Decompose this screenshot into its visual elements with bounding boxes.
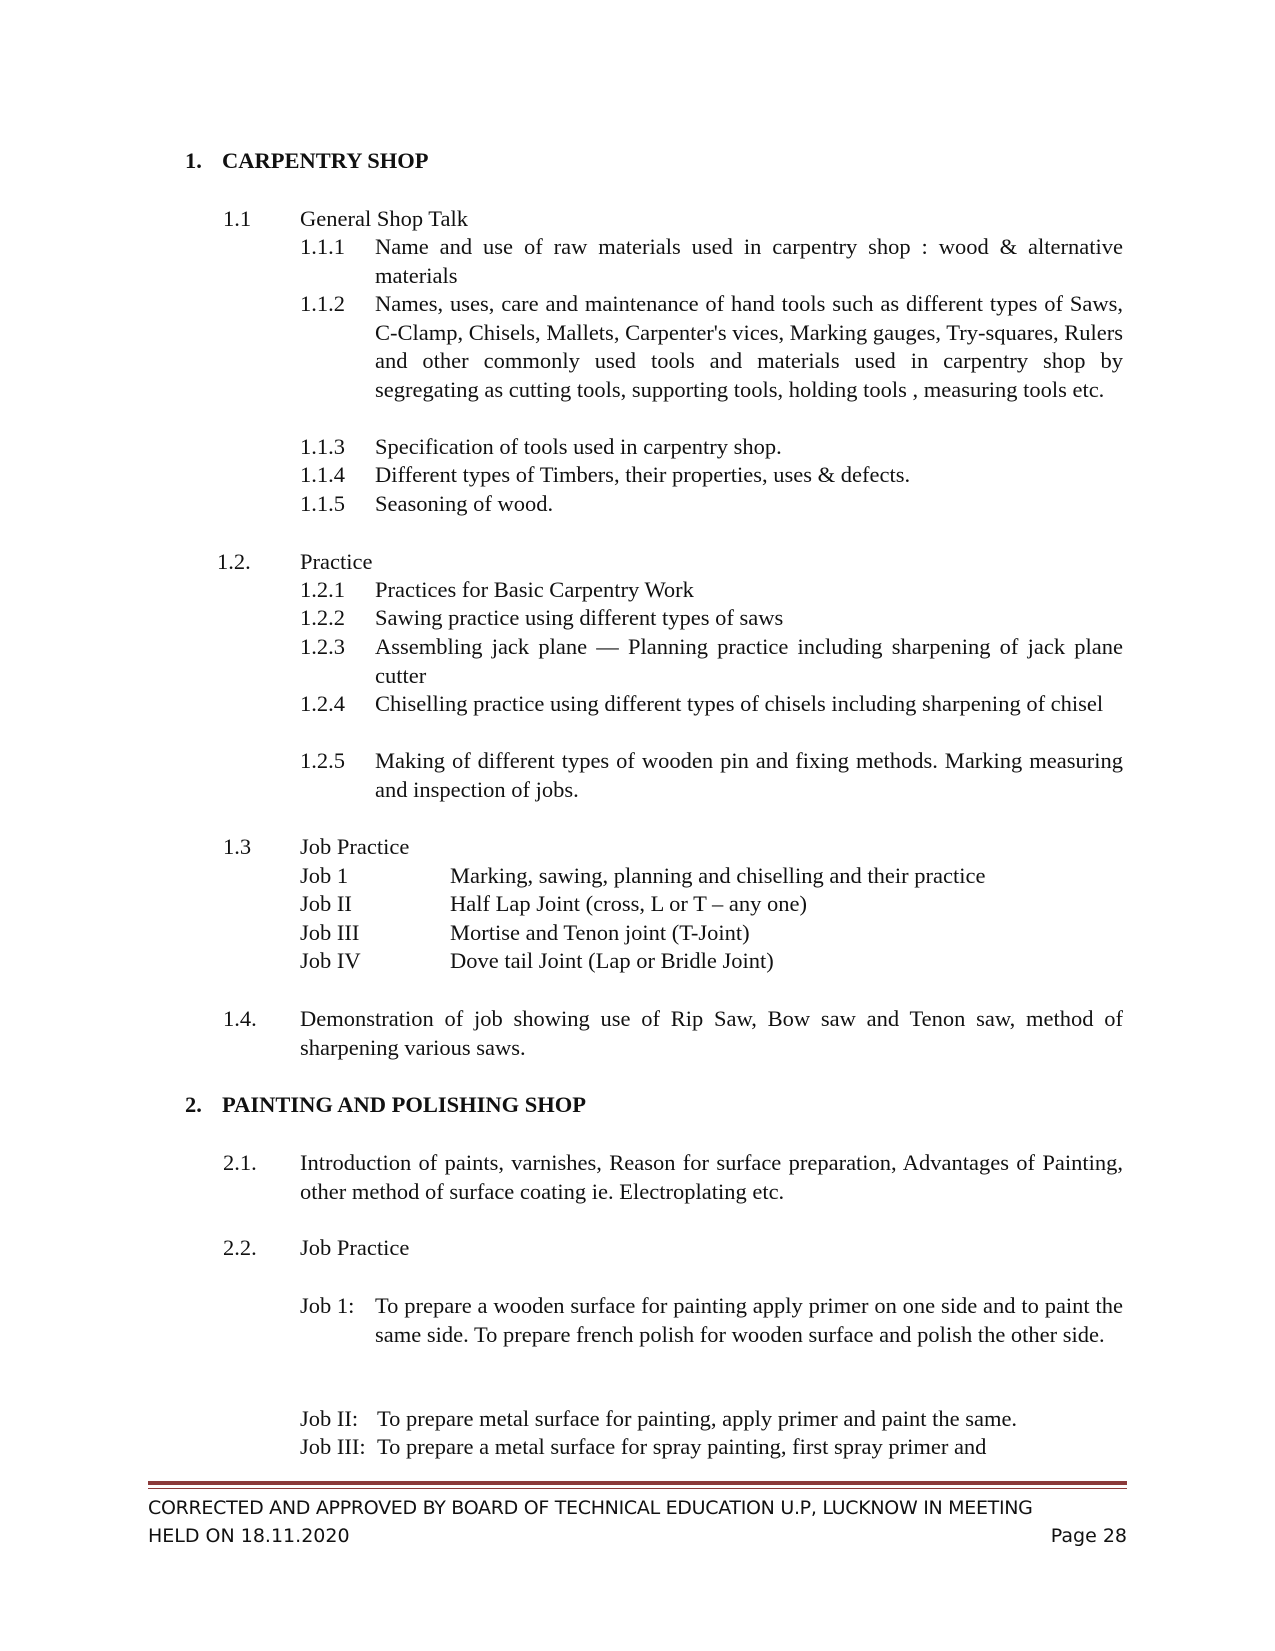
subsection-number: 1.1 (223, 206, 252, 231)
list-item-1-1-1 (300, 233, 1123, 290)
subsection-title: Job Practice (300, 1235, 410, 1260)
item-number: 1.1.3 (300, 434, 345, 459)
job-label: Job IV (300, 948, 361, 973)
footer-meeting-date: HELD ON 18.11.2020 (148, 1525, 350, 1547)
job-description: Mortise and Tenon joint (T-Joint) (450, 920, 750, 945)
job-label: Job III: (300, 1434, 366, 1459)
job-description: To prepare a metal surface for spray painting, first spray primer and (377, 1434, 987, 1459)
subsection-1-2-heading (217, 548, 1117, 578)
list-item-1-2-1 (300, 576, 1123, 605)
item-number: 1.2.2 (300, 605, 345, 630)
item-number: 1.2.3 (300, 634, 345, 659)
section-title: CARPENTRY SHOP (222, 148, 429, 173)
item-number: 1.2.4 (300, 691, 345, 716)
painting-job-1 (300, 1292, 1123, 1349)
item-text: Names, uses, care and maintenance of hand tools such as different types of Saws, C-Clamp, Chisels, Mallets, Carpenter's vices, Marking gauges, Try-squares, Rulers and other commonly used tools and materials used in carpentry shop by segregating as cutting tools, supporting tools, holding tools , measuring tools etc. (375, 291, 1123, 402)
item-number: 1.1.5 (300, 491, 345, 516)
item-text: Name and use of raw materials used in carpentry shop : wood & alternative materials (375, 234, 1123, 288)
job-label: Job II: (300, 1406, 359, 1431)
subsection-1-1-heading (223, 205, 1123, 235)
list-item-1-1-3 (300, 433, 1123, 462)
subsection-title: Job Practice (300, 834, 410, 859)
footer-rule-thick (148, 1481, 1127, 1485)
item-number: 1.2.5 (300, 748, 345, 773)
painting-job-2 (300, 1405, 1123, 1434)
item-text: Specification of tools used in carpentry shop. (375, 434, 782, 459)
item-text: Assembling jack plane — Planning practice including sharpening of jack plane cutter (375, 634, 1123, 688)
page-footer (148, 1494, 1127, 1550)
item-text: Chiselling practice using different types of chisels including sharpening of chisel (375, 691, 1104, 716)
section-2-heading (185, 1091, 1085, 1121)
job-description: Marking, sawing, planning and chiselling and their practice (450, 863, 986, 888)
subsection-number: 2.1. (223, 1150, 257, 1175)
job-description: Half Lap Joint (cross, L or T – any one) (450, 891, 808, 916)
subsection-1-4 (223, 1005, 1123, 1065)
footer-date-row (148, 1522, 1127, 1550)
job-label: Job III (300, 920, 360, 945)
list-item-1-2-2 (300, 604, 1123, 633)
item-number: 1.1.4 (300, 462, 345, 487)
item-number: 1.2.1 (300, 577, 345, 602)
list-item-1-1-4 (300, 461, 1123, 490)
subsection-title: Practice (300, 549, 373, 574)
list-item-1-2-5 (300, 747, 1123, 804)
subsection-number: 2.2. (223, 1235, 257, 1260)
item-text: Seasoning of wood. (375, 491, 554, 516)
job-label: Job II (300, 891, 352, 916)
job-description: Dove tail Joint (Lap or Bridle Joint) (450, 948, 774, 973)
footer-rule-thin (148, 1488, 1127, 1489)
job-label: Job 1: (300, 1293, 355, 1318)
subsection-2-1 (223, 1149, 1123, 1209)
painting-job-3 (300, 1433, 1123, 1462)
section-1-heading (185, 147, 1085, 177)
item-text: Practices for Basic Carpentry Work (375, 577, 694, 602)
subsection-text: Demonstration of job showing use of Rip Saw, Bow saw and Tenon saw, method of sharpening various saws. (300, 1006, 1123, 1060)
job-label: Job 1 (300, 863, 349, 888)
list-item-1-2-4 (300, 690, 1123, 719)
subsection-number: 1.3 (223, 834, 252, 859)
subsection-number: 1.2. (217, 549, 251, 574)
section-title: PAINTING AND POLISHING SHOP (222, 1092, 587, 1117)
job-description: To prepare a wooden surface for painting apply primer on one side and to paint the same side. To prepare french polish for wooden surface and polish the other side. (375, 1293, 1123, 1347)
subsection-number: 1.4. (223, 1006, 257, 1031)
section-number: 2. (185, 1092, 202, 1117)
item-text: Making of different types of wooden pin and fixing methods. Marking measuring and inspection of jobs. (375, 748, 1123, 802)
subsection-2-2-heading (223, 1234, 1123, 1264)
subsection-text: Introduction of paints, varnishes, Reason for surface preparation, Advantages of Painting, other method of surface coating ie. Electroplating etc. (300, 1150, 1123, 1204)
job-description: To prepare metal surface for painting, apply primer and paint the same. (377, 1406, 1018, 1431)
subsection-1-3-heading (223, 833, 1123, 863)
item-number: 1.1.1 (300, 234, 345, 259)
item-text: Sawing practice using different types of saws (375, 605, 784, 630)
list-item-1-2-3 (300, 633, 1123, 690)
item-number: 1.1.2 (300, 291, 345, 316)
list-item-1-1-5 (300, 490, 1123, 519)
list-item-1-1-2 (300, 290, 1123, 404)
section-number: 1. (185, 148, 202, 173)
subsection-title: General Shop Talk (300, 206, 468, 231)
page-number: Page 28 (1050, 1525, 1127, 1547)
footer-approval-line: CORRECTED AND APPROVED BY BOARD OF TECHNICAL EDUCATION U.P, LUCKNOW IN MEETING (148, 1497, 1033, 1519)
item-text: Different types of Timbers, their properties, uses & defects. (375, 462, 911, 487)
